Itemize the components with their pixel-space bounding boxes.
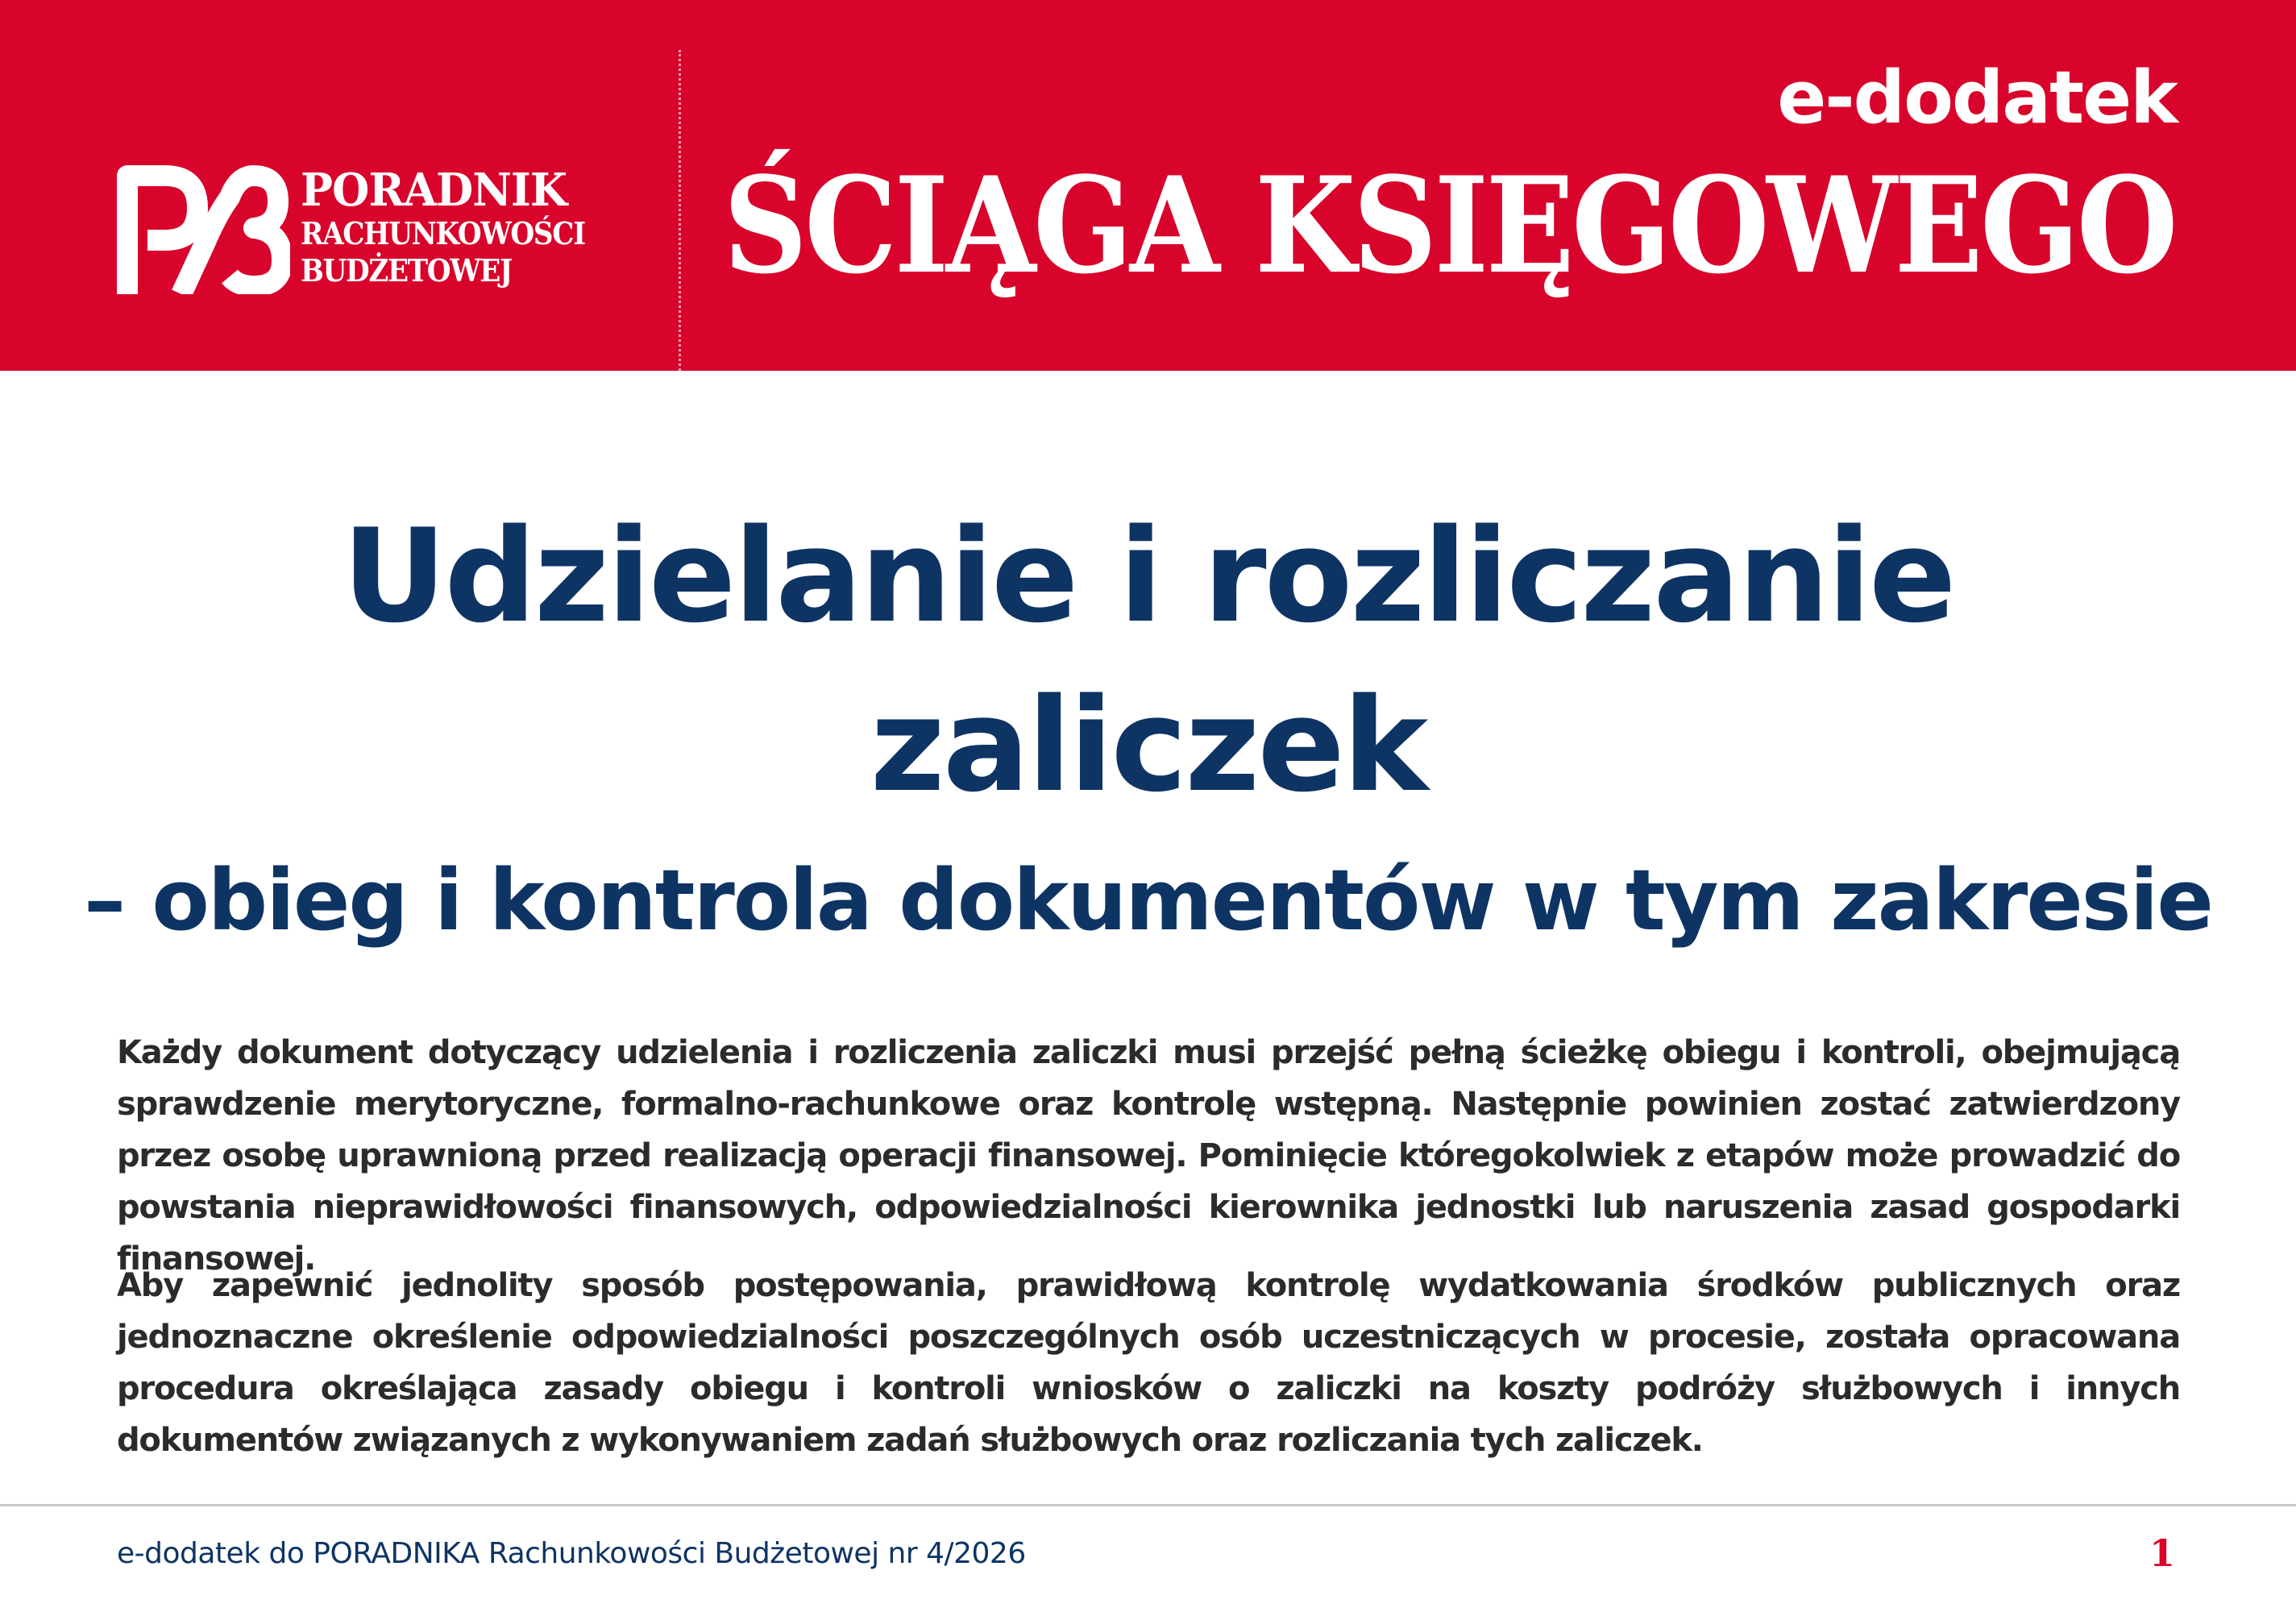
supplement-label: e-dodatek xyxy=(1777,56,2177,140)
prb-logo xyxy=(117,164,585,294)
article-title-line-2: zaliczek xyxy=(870,670,1426,821)
page-number: 1 xyxy=(2149,1531,2175,1575)
logo-line-poradnik: PORADNIK xyxy=(301,164,567,217)
body-paragraph: Każdy dokument dotyczący udzielenia i rozliczenia zaliczki musi przejść pełną ścieżkę obiegu i kontroli, obejmującą sprawdzenie merytoryczne, formalno-rachunkowe oraz kontrolę wstępną. Następnie powinien zostać zatwierdzony przez osobę uprawnioną przed realizacją operacji finansowej. Pominięcie któregokolwiek z etapów może prowadzić do powstania nieprawidłowości finansowych, odpowiedzialności kierownika jednostki lub naruszenia zasad gospodarki finansowej. xyxy=(117,1034,2180,1278)
article-title-line-1: Udzielanie i rozliczanie xyxy=(342,501,1954,651)
body-paragraph: Aby zapewnić jednolity sposób postępowania, prawidłową kontrolę wydatkowania środków publicznych oraz jednoznaczne określenie odpowiedzialności poszczególnych osób uczestniczących w procesie, została opracowana procedura określająca zasady obiegu i kontroli wniosków o zaliczki na koszty podróży służbowych i innych dokumentów związanych z wykonywaniem zadań służbowych oraz rozliczania tych zaliczek. xyxy=(117,1267,2180,1459)
header-banner xyxy=(0,0,2296,371)
prb-logo-mark xyxy=(117,165,290,294)
logo-line-budzetowej: BUDŻETOWEJ xyxy=(301,252,512,289)
footer-publication-info: e-dodatek do PORADNIKA Rachunkowości Budżetowej nr 4/2026 xyxy=(117,1537,1026,1570)
series-title: ŚCIĄGA KSIĘGOWEGO xyxy=(723,147,2175,303)
logo-wordmark xyxy=(301,165,617,289)
footer-rule xyxy=(0,1504,2296,1506)
header-divider xyxy=(679,50,681,371)
logo-line-rachunkowosci: RACHUNKOWOŚCI xyxy=(301,215,585,251)
article-subtitle: – obieg i kontrola dokumentów w tym zakresie xyxy=(84,851,2212,949)
